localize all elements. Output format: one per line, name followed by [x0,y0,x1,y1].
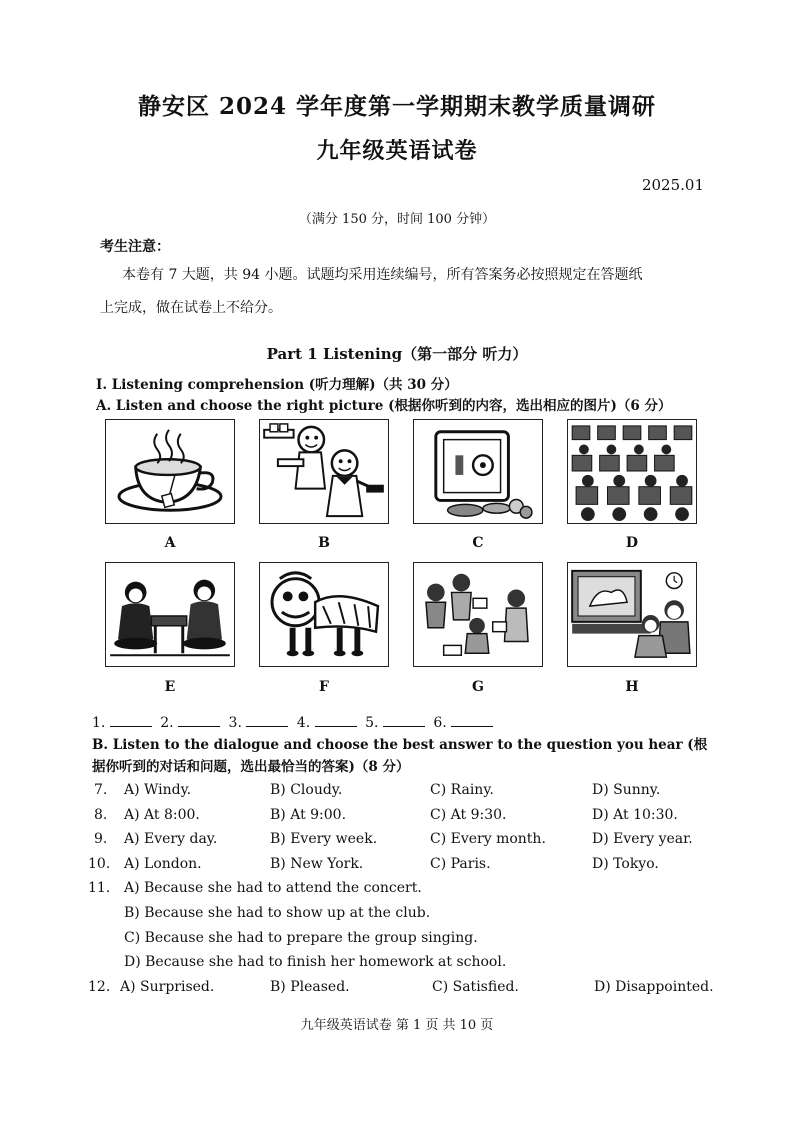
exam-title: 静安区 2024 学年度第一学期期末教学质量调研 [137,93,657,120]
exam-subtitle: 九年级英语试卷 [316,138,478,164]
safe-icon [413,419,543,524]
option-c[interactable]: C) Because she had to prepare the group singing. [124,930,478,946]
question-number: 7. [94,782,108,798]
waiters-icon [259,419,389,524]
section-a-heading: A. Listen and choose the right picture (根据你听到的内容，选出相应的图片)（6 分） [96,398,672,414]
option-a[interactable]: A) Every day. [124,831,218,847]
question-number: 8. [94,807,108,823]
option-d[interactable]: D) Because she had to finish her homework at school. [124,954,507,970]
notice-line-2: 上完成，做在试卷上不给分。 [100,300,282,316]
option-d[interactable]: D) At 10:30. [592,807,678,823]
answer-blank-2[interactable] [178,712,220,727]
chess-players-icon [105,562,235,667]
option-b[interactable]: B) Every week. [270,831,378,847]
answer-blank-6[interactable] [451,712,493,727]
notice-heading: 考生注意： [100,239,170,255]
option-d[interactable]: D) Tokyo. [592,856,659,872]
tea-cup-icon [105,419,235,524]
option-c[interactable]: C) Rainy. [430,782,494,798]
answer-blank-5[interactable] [383,712,425,727]
picture-label-c: C [472,535,484,551]
classroom-icon [567,419,697,524]
option-b[interactable]: B) Pleased. [270,979,350,995]
answer-blanks [92,712,497,731]
answer-blank-1[interactable] [110,712,152,727]
option-b[interactable]: B) Cloudy. [270,782,343,798]
picture-label-e: E [164,679,176,695]
notice-line-1: 本卷有 7 大题，共 94 小题。试题均采用连续编号，所有答案务必按照规定在答题纸 [122,267,643,283]
lion-dance-icon [259,562,389,667]
children-reading-icon [413,562,543,667]
blank-number: 4. [296,715,311,731]
watching-tv-icon [567,562,697,667]
question-number: 9. [94,831,108,847]
blank-number: 1. [92,715,106,731]
option-c[interactable]: C) Paris. [430,856,491,872]
option-a[interactable]: A) Because she had to attend the concert. [124,880,422,896]
option-b[interactable]: B) Because she had to show up at the club. [124,905,431,921]
blank-number: 3. [228,715,242,731]
score-info: （满分 150 分，时间 100 分钟） [298,212,496,227]
option-c[interactable]: C) Every month. [430,831,546,847]
picture-label-f: F [319,679,329,695]
picture-label-a: A [164,535,176,551]
question-number: 10. [88,856,111,872]
exam-date: 2025.01 [641,176,704,194]
option-c[interactable]: C) At 9:30. [430,807,507,823]
picture-label-g: G [472,679,484,695]
question-number: 12. [88,979,111,995]
option-d[interactable]: D) Sunny. [592,782,661,798]
picture-label-b: B [318,535,330,551]
picture-label-h: H [625,679,639,695]
answer-blank-3[interactable] [246,712,288,727]
blank-number: 5. [365,715,379,731]
option-c[interactable]: C) Satisfied. [432,979,519,995]
blank-number: 6. [433,715,447,731]
option-a[interactable]: A) Surprised. [120,979,215,995]
section-b-heading: B. Listen to the dialogue and choose the best answer to the question you hear (根据你听到的对话和问题，选出最恰当的答案)（8 分） [92,737,708,775]
option-b[interactable]: B) At 9:00. [270,807,347,823]
part-heading: Part 1 Listening（第一部分 听力） [266,345,528,363]
section-1-heading: I. Listening comprehension (听力理解)（共 30 分） [96,377,458,393]
option-d[interactable]: D) Every year. [592,831,693,847]
option-a[interactable]: A) Windy. [124,782,192,798]
option-a[interactable]: A) At 8:00. [124,807,200,823]
option-d[interactable]: D) Disappointed. [594,979,714,995]
page-footer: 九年级英语试卷 第 1 页 共 10 页 [300,1018,494,1033]
option-b[interactable]: B) New York. [270,856,364,872]
picture-label-d: D [625,535,639,551]
option-a[interactable]: A) London. [124,856,202,872]
answer-blank-4[interactable] [315,712,357,727]
question-number: 11. [88,880,111,896]
blank-number: 2. [160,715,174,731]
